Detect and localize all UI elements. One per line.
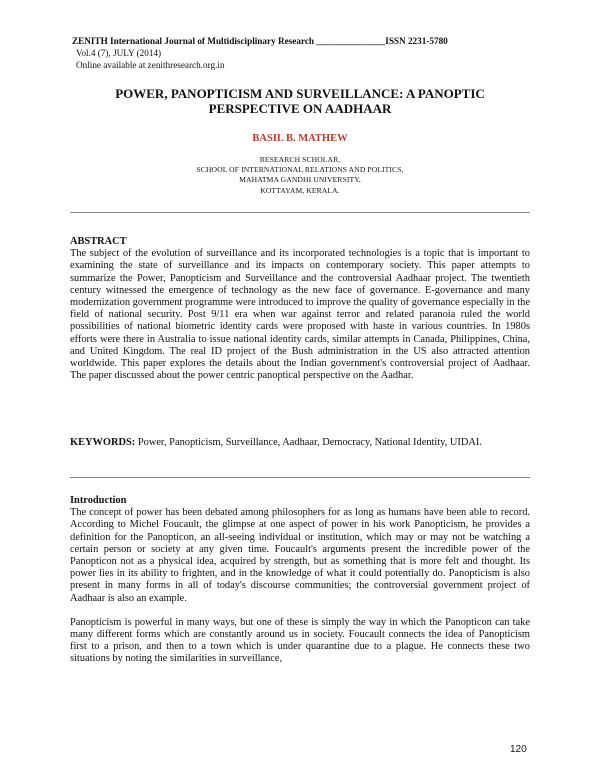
keywords-label: KEYWORDS: — [70, 437, 136, 448]
page-number: 120 — [510, 744, 527, 755]
abstract-section — [70, 236, 530, 382]
keywords-section — [70, 437, 530, 449]
affiliation-line: MAHATMA GANDHI UNIVERSITY, — [239, 175, 361, 185]
introduction-paragraph-1: The concept of power has been debated among philosophers for as long as humans have been able to record. According to Michel Foucault, the glimpse at one aspect of power in his work Panopticism, he provides a definition for the Panopticon, an all-seeing individual or institution, which may or may not be watching a certain person or society at any given time. Foucault's arguments present the incredible power of the Panopticon not as a physical idea, acquired by strength, but as something that is more felt and thought. Its power lies in its ability to frighten, and in the knowledge of what it could potentially do. Panopticism is also present in many forms in all of today's discourse communities; the controversial government project of Aadhaar is also an example. — [70, 507, 530, 604]
introduction-section — [70, 495, 530, 666]
title-line-1: POWER, PANOPTICISM AND SURVEILLANCE: A PANOPTIC — [115, 86, 485, 101]
title-line-2: PERSPECTIVE ON AADHAAR — [208, 101, 392, 116]
online-line: Online available at zenithresearch.org.in — [76, 60, 225, 70]
volume-line: Vol.4 (7), JULY (2014) — [76, 48, 162, 58]
affiliation-line: SCHOOL OF INTERNATIONAL RELATIONS AND POLITICS, — [196, 165, 404, 175]
keywords-text: Power, Panopticism, Surveillance, Aadhaar, Democracy, National Identity, UIDAI. — [135, 437, 482, 448]
affiliation-line: KOTTAYAM, KERALA. — [260, 185, 340, 195]
abstract-text: The subject of the evolution of surveillance and its incorporated technologies is a topic that is important to examining the state of surveillance and its impacts on contemporary society. This paper attempts to summarize the Power, Panopticism and Surveillance and the controversial Aadhaar project. The twentieth century witnessed the emergence of technology as the new face of governance. E-governance and many modernization government programme were introduced to improve the quality of governance especially in the field of national security. Post 9/11 era when war against terror and related paranoia ruled the world possibilities of national biometric identity cards were proposed with haste in various countries. In 1980s efforts were there in Australia to issue national identity cards, similar attempts in Canada, Philippines, China, and United Kingdom. The real ID project of the Bush administration in the US also attracted attention worldwide. This paper explores the details about the Indian government's controversial project of Aadhaar. The paper discussed about the power centric panoptical perspective on the Aadhar. — [70, 248, 530, 382]
introduction-heading: Introduction — [70, 495, 127, 506]
author-affiliation — [70, 155, 530, 196]
paper-title — [70, 86, 530, 116]
section-divider — [70, 477, 530, 478]
introduction-paragraph-2: Panopticism is powerful in many ways, but one of these is simply the way in which the Panopticon can take many different forms which are constantly around us in society. Foucault connects the idea of Panopticism first to a prison, and then to a town which is under quarantine due to a plague. He connects these two situations by noting the similarities in surveillance, — [70, 616, 530, 665]
journal-header: ZENITH International Journal of Multidisciplinary Research _______________ISSN 2231-5780 — [72, 36, 448, 46]
abstract-heading: ABSTRACT — [70, 236, 127, 247]
author-name: BASIL B. MATHEW — [252, 133, 348, 144]
header-divider — [70, 212, 530, 213]
affiliation-line: RESEARCH SCHOLAR, — [259, 155, 341, 164]
